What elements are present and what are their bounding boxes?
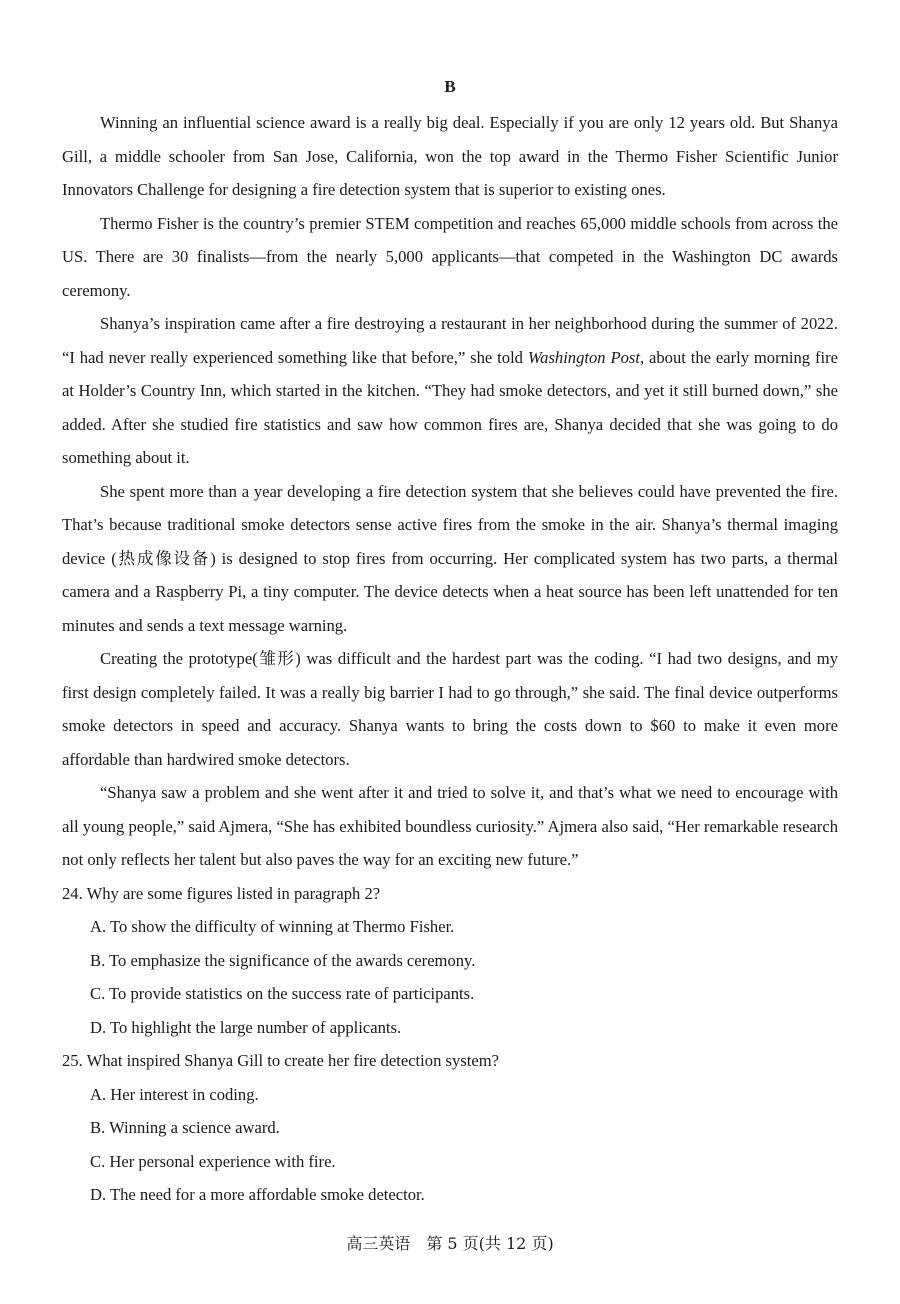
paragraph-3-publication: Washington Post bbox=[527, 347, 640, 367]
question-25-stem: 25. What inspired Shanya Gill to create her fire detection system? bbox=[62, 1051, 499, 1070]
page-footer: 高三英语 第 5 页(共 12 页) bbox=[346, 1234, 554, 1253]
exam-page bbox=[62, 72, 838, 1212]
question-24-option-d: D. To highlight the large number of applicants. bbox=[90, 1017, 402, 1037]
question-24-stem: 24. Why are some figures listed in paragraph 2? bbox=[62, 883, 381, 903]
question-25-option-a: A. Her interest in coding. bbox=[90, 1084, 259, 1104]
paragraph-4: She spent more than a year developing a fire detection system that she believes could have prevented the fire. That’s because traditional smoke detectors sense active fires from the smoke in the air. Shanya’s thermal imaging device (热成像设备) is designed to stop fires from occurring. Her complicated system has two parts, a thermal camera and a Raspberry Pi, a tiny computer. The device detects when a heat source has been left unattended for ten minutes and sends a text message warning. bbox=[62, 481, 838, 635]
paragraph-5: Creating the prototype(雏形) was difficult and the hardest part was the coding. “I had two designs, and my first design completely failed. It was a really big barrier I had to go through,” she said. The final device outperforms smoke detectors in speed and accuracy. Shanya wants to bring the costs down to $60 to make it even more affordable than hardwired smoke detectors. bbox=[62, 649, 838, 769]
paragraph-3-text-a: Shanya’s inspiration came after a fire destroying a restaurant in her neighborhood during the summer of 2022. “I had never really experienced something like that before,” she told bbox=[62, 314, 838, 367]
paragraph-3-text-b: , about the early morning fire at Holder’s Country Inn, which started in the kitchen. “They had smoke detectors, and yet it still burned down,” she added. After she studied fire statistics and saw how common fires are, Shanya decided that she was going to do something about it. bbox=[62, 347, 838, 467]
question-25-option-d: D. The need for a more affordable smoke detector. bbox=[90, 1185, 425, 1204]
question-24-option-b: B. To emphasize the significance of the awards ceremony. bbox=[90, 950, 476, 970]
question-25-option-b: B. Winning a science award. bbox=[90, 1118, 280, 1137]
paragraph-2: Thermo Fisher is the country’s premier STEM competition and reaches 65,000 middle schools from across the US. There are 30 finalists—from the nearly 5,000 applicants—that competed in the Washington DC awards ceremony. bbox=[62, 213, 838, 300]
paragraph-3 bbox=[62, 307, 838, 475]
paragraph-1: Winning an influential science award is a really big deal. Especially if you are only 12 years old. But Shanya Gill, a middle schooler from San Jose, California, won the top award in the Thermo Fisher Scientific Junior Innovators Challenge for designing a fire detection system that is superior to existing ones. bbox=[62, 113, 838, 199]
question-24-option-c: C. To provide statistics on the success rate of participants. bbox=[90, 984, 475, 1003]
question-25-option-c: C. Her personal experience with fire. bbox=[90, 1151, 336, 1171]
paragraph-6: “Shanya saw a problem and she went after it and tried to solve it, and that’s what we need to encourage with all young people,” said Ajmera, “She has exhibited boundless curiosity.” Ajmera also said, “Her remarkable research not only reflects her talent but also paves the way for an exciting new future.” bbox=[62, 783, 838, 869]
section-label: B bbox=[444, 77, 456, 96]
question-24-option-a: A. To show the difficulty of winning at Thermo Fisher. bbox=[90, 917, 455, 936]
